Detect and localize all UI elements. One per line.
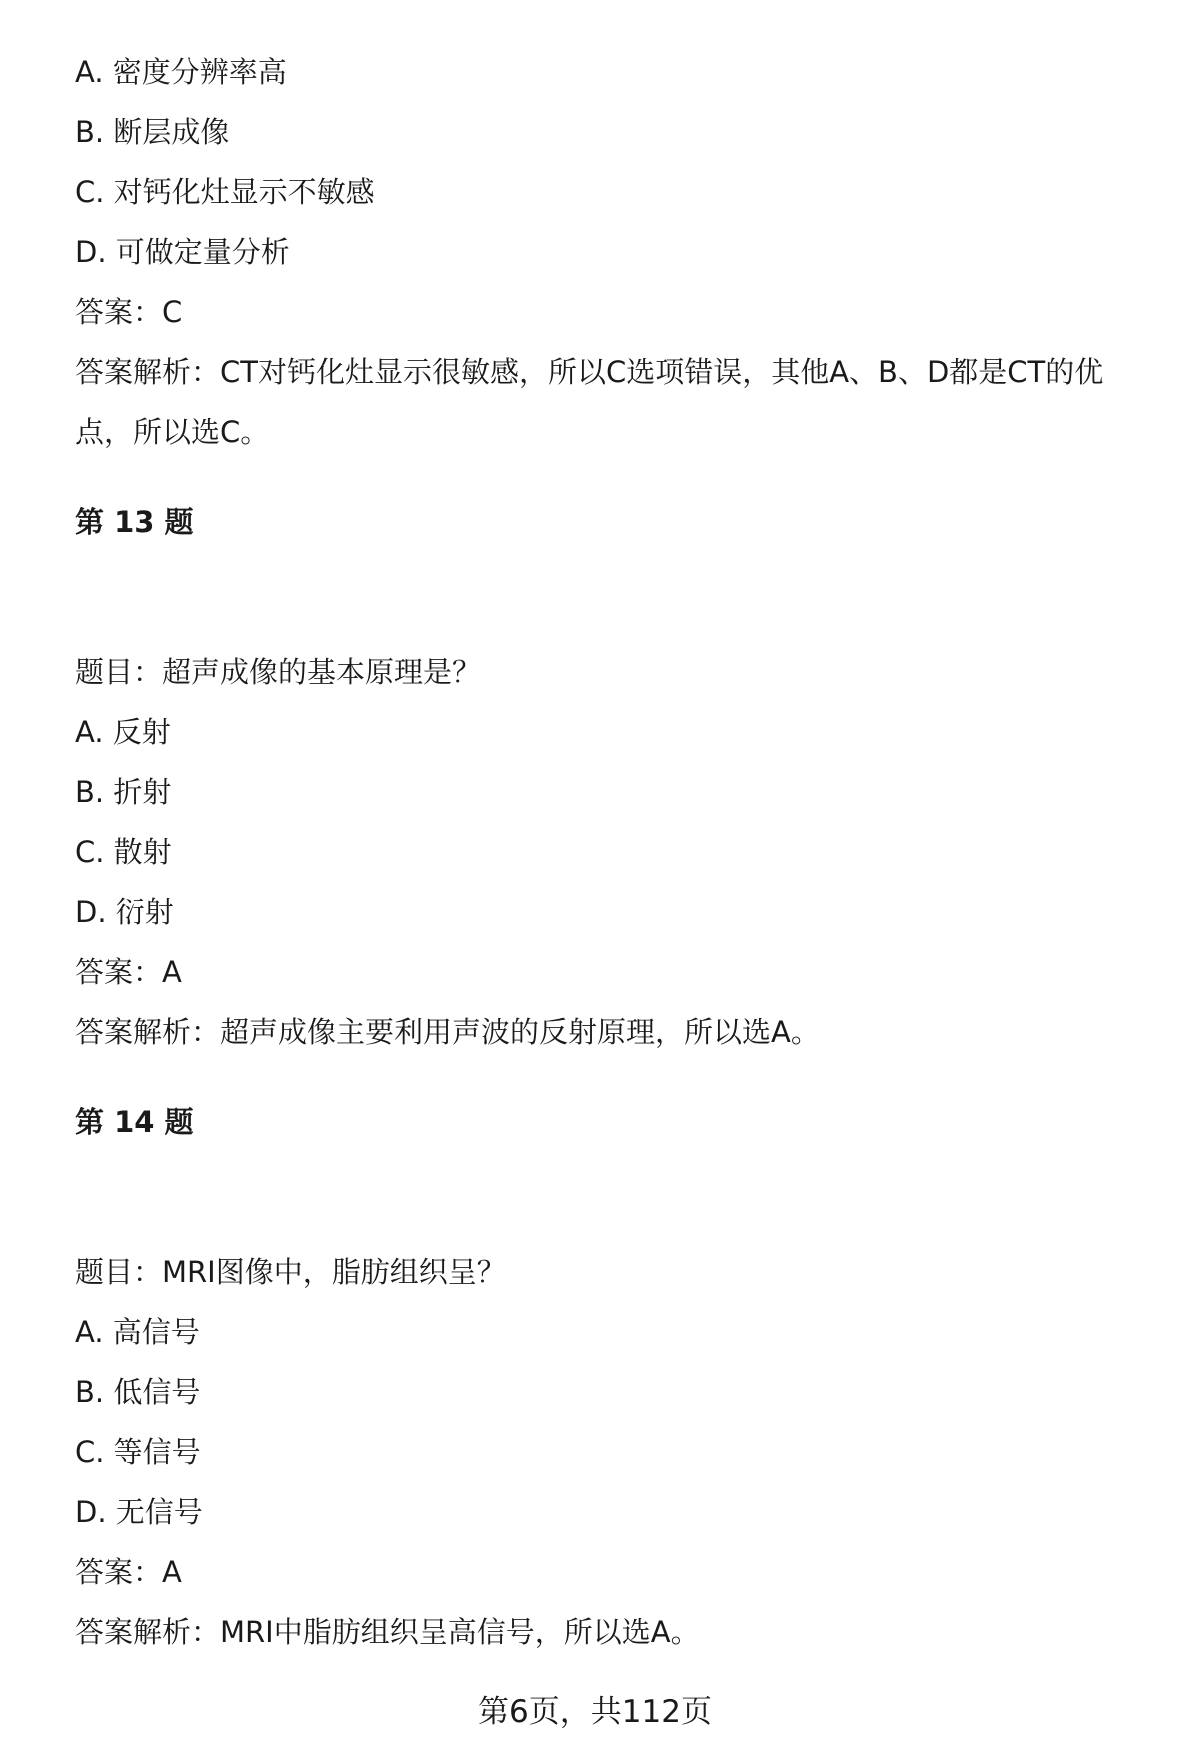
- question-13-answer: 答案：A: [75, 955, 182, 989]
- question-13-explanation: 答案解析：超声成像主要利用声波的反射原理，所以选A。: [75, 1015, 820, 1049]
- question-13-heading: 第 13 题: [75, 505, 194, 539]
- question-14-explanation: 答案解析：MRI中脂肪组织呈高信号，所以选A。: [75, 1615, 700, 1649]
- option-c: C. 对钙化灶显示不敏感: [75, 175, 375, 209]
- question-14-option-b: B. 低信号: [75, 1375, 201, 1409]
- question-13-option-b: B. 折射: [75, 775, 172, 809]
- question-14-option-a: A. 高信号: [75, 1315, 200, 1349]
- question-14-stem: 题目：MRI图像中，脂肪组织呈？: [75, 1255, 506, 1289]
- answer: 答案：C: [75, 295, 183, 329]
- option-b: B. 断层成像: [75, 115, 230, 149]
- page-number: 第6页，共112页: [478, 1694, 712, 1730]
- question-13-option-a: A. 反射: [75, 715, 171, 749]
- question-14-answer: 答案：A: [75, 1555, 182, 1589]
- answer-explanation-continued: 点，所以选C。: [75, 415, 270, 449]
- option-d: D. 可做定量分析: [75, 235, 290, 269]
- option-a: A. 密度分辨率高: [75, 55, 287, 89]
- question-14-heading: 第 14 题: [75, 1105, 194, 1139]
- question-13-option-d: D. 衍射: [75, 895, 174, 929]
- question-13-stem: 题目：超声成像的基本原理是？: [75, 655, 482, 689]
- question-13-option-c: C. 散射: [75, 835, 172, 869]
- answer-explanation: 答案解析：CT对钙化灶显示很敏感，所以C选项错误，其他A、B、D都是CT的优: [75, 355, 1104, 389]
- question-14-option-d: D. 无信号: [75, 1495, 203, 1529]
- question-14-option-c: C. 等信号: [75, 1435, 201, 1469]
